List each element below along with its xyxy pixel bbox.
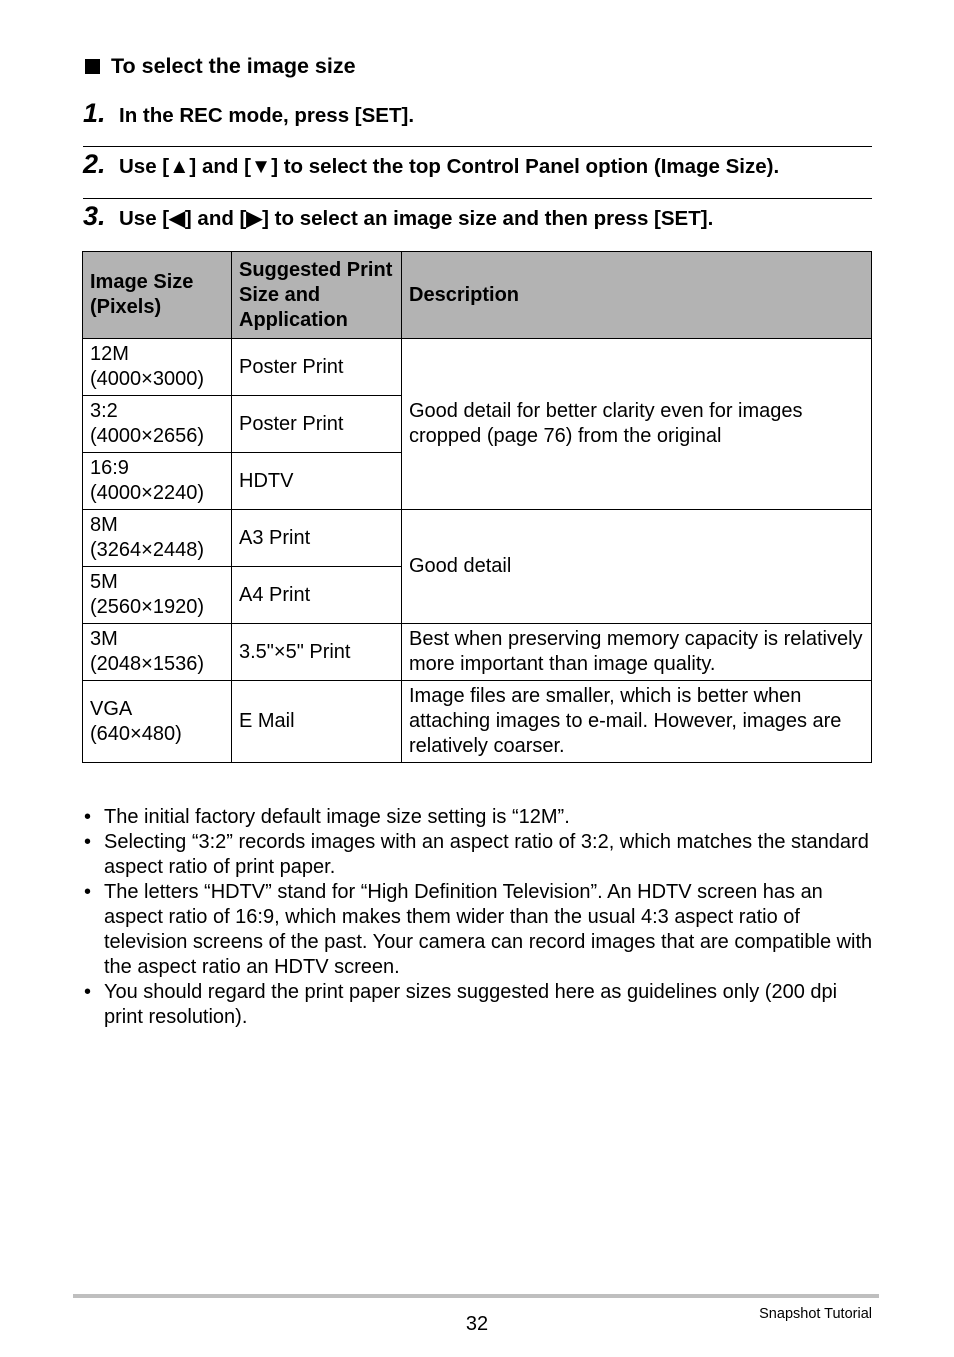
table-header-row	[83, 252, 872, 339]
print-cell: A3 Print	[232, 510, 402, 567]
step-divider	[83, 198, 872, 199]
size-label: VGA	[90, 697, 133, 720]
section-heading-text: To select the image size	[111, 54, 356, 78]
note-text: The initial factory default image size setting is “12M”.	[104, 806, 570, 828]
note-text: The letters “HDTV” stand for “High Definition Television”. An HDTV screen has an aspect ratio of 16:9, which makes them wider than the usual 4:3 aspect ratio of television screens of the past. Your camera can record images that are compatible with the aspect ratio an HDTV screen.	[104, 881, 873, 978]
header-suggested-print: Suggested Print Size and Application	[232, 252, 402, 339]
pixel-dimensions: (4000×2240)	[90, 482, 204, 504]
print-cell: Poster Print	[232, 396, 402, 453]
print-cell: HDTV	[232, 453, 402, 510]
size-label: 3:2	[90, 400, 118, 422]
size-cell	[83, 624, 232, 681]
step-text: In the REC mode, press [SET].	[119, 104, 415, 127]
list-item	[84, 805, 874, 830]
size-cell	[83, 510, 232, 567]
page-number: 32	[465, 1313, 489, 1335]
pixel-dimensions: (3264×2448)	[90, 539, 204, 561]
description-cell: Good detail for better clarity even for images cropped (page 76) from the original	[402, 339, 872, 510]
list-item	[84, 830, 874, 880]
print-cell: 3.5"×5" Print	[232, 624, 402, 681]
pixel-dimensions: (4000×3000)	[90, 368, 204, 390]
pixel-dimensions: (2560×1920)	[90, 596, 204, 618]
size-cell	[83, 453, 232, 510]
size-label: 5M	[90, 571, 118, 593]
description-cell: Good detail	[402, 510, 872, 624]
bullet-icon: •	[84, 881, 92, 903]
bullet-icon: •	[84, 831, 92, 853]
step-2	[83, 149, 872, 180]
section-heading	[85, 54, 356, 79]
print-cell: E Mail	[232, 681, 402, 763]
size-cell	[83, 396, 232, 453]
step-1	[83, 98, 872, 129]
bullet-icon: •	[84, 981, 92, 1003]
list-item	[84, 980, 874, 1030]
size-cell	[83, 681, 232, 763]
pixel-dimensions: (640×480)	[90, 722, 182, 745]
step-number: 2.	[83, 149, 106, 179]
pixel-dimensions: (4000×2656)	[90, 425, 204, 447]
table-row	[83, 510, 872, 567]
note-text: Selecting “3:2” records images with an aspect ratio of 3:2, which matches the standard aspect ratio of print paper.	[104, 831, 869, 878]
footer-divider	[73, 1294, 879, 1298]
step-3	[83, 201, 872, 232]
square-bullet-icon	[85, 59, 100, 74]
step-text: Use [▲] and [▼] to select the top Control Panel option (Image Size).	[119, 155, 780, 178]
notes-list	[84, 805, 874, 1030]
step-text: Use [◀] and [▶] to select an image size and then press [SET].	[119, 207, 714, 230]
size-label: 8M	[90, 514, 118, 536]
size-cell	[83, 567, 232, 624]
table-row	[83, 339, 872, 396]
step-divider	[83, 146, 872, 147]
table-row	[83, 624, 872, 681]
size-label: 16:9	[90, 457, 129, 479]
list-item	[84, 880, 874, 980]
note-text: You should regard the print paper sizes suggested here as guidelines only (200 dpi print resolution).	[104, 981, 838, 1028]
size-cell	[83, 339, 232, 396]
description-cell: Image files are smaller, which is better when attaching images to e-mail. However, images are relatively coarser.	[402, 681, 872, 763]
size-label: 12M	[90, 343, 129, 365]
size-label: 3M	[90, 628, 118, 650]
section-name: Snapshot Tutorial	[759, 1306, 872, 1322]
header-description: Description	[402, 252, 872, 339]
pixel-dimensions: (2048×1536)	[90, 653, 204, 675]
bullet-icon: •	[84, 806, 92, 828]
image-size-table	[82, 251, 872, 763]
description-cell: Best when preserving memory capacity is relatively more important than image quality.	[402, 624, 872, 681]
print-cell: Poster Print	[232, 339, 402, 396]
print-cell: A4 Print	[232, 567, 402, 624]
table-row	[83, 681, 872, 763]
step-number: 1.	[83, 98, 106, 128]
header-image-size: Image Size (Pixels)	[83, 252, 232, 339]
step-number: 3.	[83, 201, 106, 231]
